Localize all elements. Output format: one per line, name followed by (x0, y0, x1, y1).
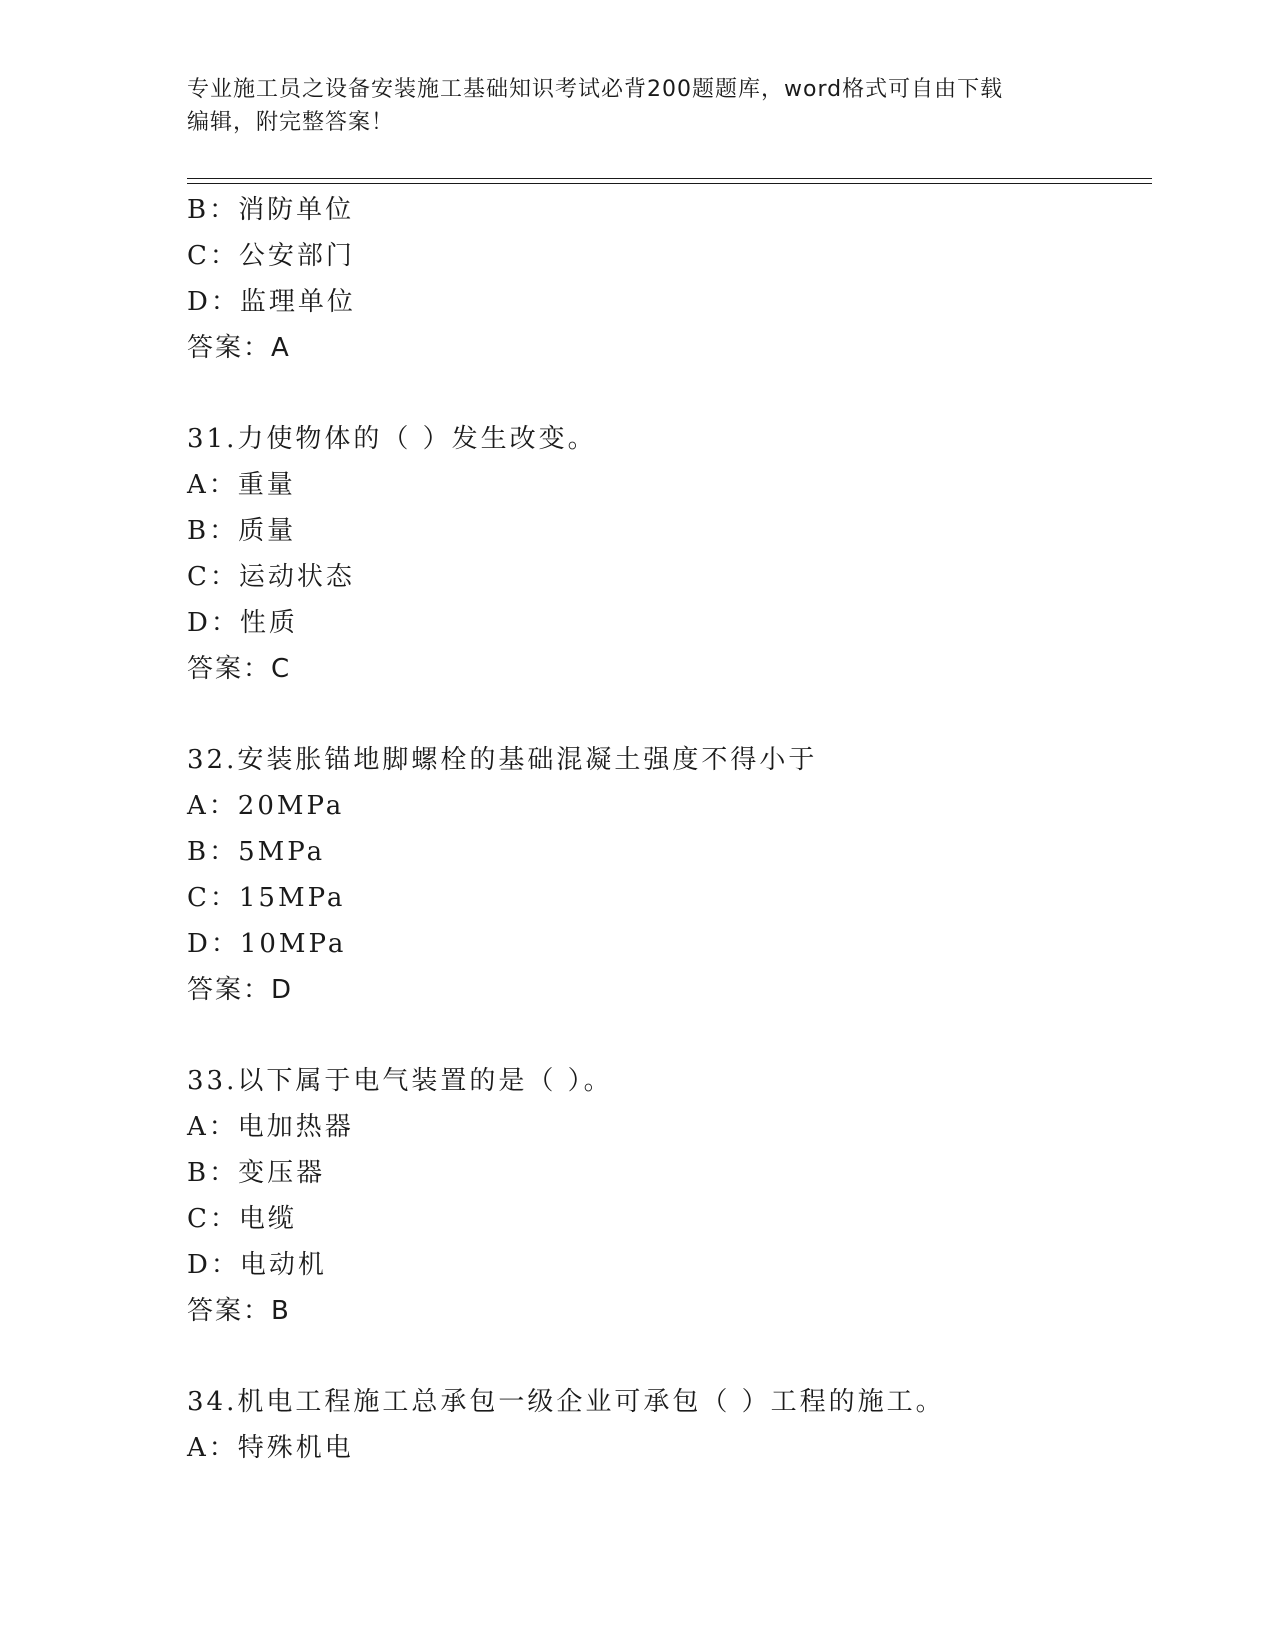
option-a: A：电加热器 (187, 1112, 354, 1142)
question-stem: 32.安装胀锚地脚螺栓的基础混凝土强度不得小于 (187, 745, 818, 775)
option-a: A：20MPa (187, 791, 345, 821)
option-c: C：运动状态 (187, 562, 355, 592)
header-line-2: 编辑，附完整答案！ (187, 110, 395, 135)
answer: 答案：A (187, 333, 291, 363)
answer: 答案：C (187, 654, 292, 684)
header-rule-bottom (187, 183, 1152, 184)
document-header (187, 73, 1087, 139)
question-list (187, 187, 1147, 1471)
option-d: D：10MPa (187, 929, 347, 959)
question-stem: 33.以下属于电气装置的是（ ）。 (187, 1066, 613, 1096)
answer: 答案：D (187, 975, 294, 1005)
header-rule-top (187, 178, 1152, 179)
option-b: B：5MPa (187, 837, 326, 867)
option-c: C：电缆 (187, 1204, 297, 1234)
option-d: D：监理单位 (187, 287, 356, 317)
question-30-continued (187, 187, 1147, 371)
option-b: B：质量 (187, 516, 297, 546)
option-a: A：重量 (187, 470, 296, 500)
question-33 (187, 1058, 1147, 1334)
option-c: C：公安部门 (187, 241, 355, 271)
question-32 (187, 737, 1147, 1013)
option-d: D：性质 (187, 608, 298, 638)
option-b: B：消防单位 (187, 195, 355, 225)
answer: 答案：B (187, 1296, 291, 1326)
question-31 (187, 416, 1147, 692)
option-b: B：变压器 (187, 1158, 326, 1188)
option-d: D：电动机 (187, 1250, 327, 1280)
question-stem: 34.机电工程施工总承包一级企业可承包（ ）工程的施工。 (187, 1387, 945, 1417)
option-a: A：特殊机电 (187, 1433, 354, 1463)
question-stem: 31.力使物体的（ ）发生改变。 (187, 424, 597, 454)
option-c: C：15MPa (187, 883, 346, 913)
question-34 (187, 1379, 1147, 1471)
header-line-1: 专业施工员之设备安装施工基础知识考试必背200题题库，word格式可自由下载 (187, 77, 1004, 102)
